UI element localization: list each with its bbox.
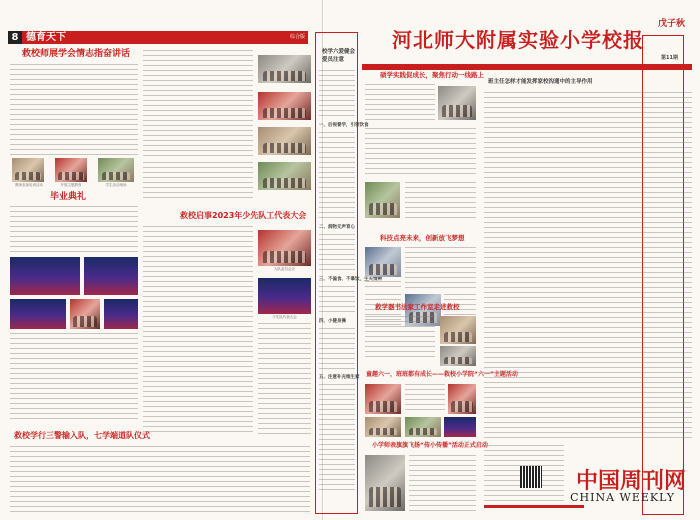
sidebar-subhead: 一、后视督学，引领饮食 xyxy=(319,123,369,128)
photo-award xyxy=(258,92,311,120)
headline-practice: 硕学实践促成长，聚焦行动一线路上 xyxy=(380,71,484,79)
photo-teacher xyxy=(258,127,311,155)
footer-rule xyxy=(484,505,584,508)
photo-childrens-day-2 xyxy=(448,384,476,414)
photo-technology xyxy=(365,247,401,277)
essay-title: 班主任怎样才能发挥家校沟通中的主导作用 xyxy=(488,79,593,85)
photo-calligraphy-class xyxy=(440,346,476,366)
photo-training xyxy=(12,158,44,182)
photo-meeting xyxy=(258,55,311,83)
article-body xyxy=(10,333,138,423)
photo-graduation-students xyxy=(70,299,100,329)
photo-calligraphy xyxy=(440,316,476,344)
photo-launch xyxy=(365,455,405,511)
masthead-title: 河北师大附属实验小学校报 xyxy=(392,28,644,52)
article-body xyxy=(10,206,138,254)
sidebar-body xyxy=(319,70,355,120)
sidebar-body xyxy=(319,328,355,372)
article-body xyxy=(405,182,476,218)
photo-caption: 开展主题教育 xyxy=(60,183,82,187)
article-body xyxy=(143,50,253,160)
photo-caption: 学生活动现场 xyxy=(105,183,127,187)
photo-practice-group xyxy=(365,182,400,218)
sidebar-body xyxy=(319,286,355,316)
headline-calligraphy: 救学器书法家工作室走进救校 xyxy=(375,303,460,311)
headline-principal-speech: 救校师展学会情志指奋讲话 xyxy=(22,49,131,59)
article-body xyxy=(258,323,311,438)
left-page xyxy=(0,0,323,520)
essay-body xyxy=(484,92,692,442)
article-body xyxy=(405,247,476,291)
photo-congress-stage xyxy=(258,230,311,266)
photo-graduation-ceremony xyxy=(104,299,138,329)
photo-childrens-day-4 xyxy=(405,417,441,437)
photo-graduation-stage xyxy=(10,257,80,295)
article-body xyxy=(365,128,476,178)
photo-childrens-day-1 xyxy=(365,384,401,414)
masthead-rule xyxy=(362,64,692,70)
headline-graduation: 毕业典礼 xyxy=(50,192,87,202)
photo-congress-hall xyxy=(258,278,311,314)
photo-childrens-day-5 xyxy=(444,417,476,437)
watermark-brand-en: CHINA WEEKLY xyxy=(570,491,675,504)
photo-caption: 少先队代表大会 xyxy=(272,315,297,319)
sidebar-subhead: 二、润物无声育心 xyxy=(319,225,355,230)
photo-team xyxy=(258,162,311,190)
sidebar-body xyxy=(319,234,355,274)
article-body xyxy=(365,281,401,291)
section-title: 德育天下 xyxy=(26,32,66,43)
article-body xyxy=(10,64,138,156)
watermark-brand: 中国周刊网 xyxy=(575,469,686,494)
sidebar-title: 校学六爱健会 爱员注意 xyxy=(322,49,356,63)
headline-launch: 小学师表旗旗飞扬“传小传播”活动正式启动 xyxy=(372,442,488,449)
headline-childrens-day: 童趣六一，班班都有成长——救校小学院“六一”主题活动 xyxy=(366,371,518,378)
photo-education xyxy=(55,158,87,182)
photo-graduation-performance xyxy=(84,257,138,295)
photo-graduation-hall xyxy=(10,299,66,329)
qr-code xyxy=(520,466,542,488)
page-number: 8 xyxy=(8,31,22,44)
photo-caption: 大队委员会议 xyxy=(274,267,295,271)
photo-activity xyxy=(98,158,134,182)
sidebar-subhead: 三、不偏食、不暴饮，生关情辨 xyxy=(319,277,382,282)
article-body xyxy=(405,384,445,414)
sidebar-body xyxy=(319,132,355,222)
article-body xyxy=(365,316,435,360)
edition-label: 综合版 xyxy=(289,34,305,40)
article-body xyxy=(10,446,310,512)
headline-pioneer-congress: 救校启事2023年少先队工代表大会 xyxy=(180,211,307,220)
article-body xyxy=(409,455,476,511)
article-body xyxy=(143,162,253,200)
photo-practice xyxy=(438,86,476,120)
sidebar-subhead: 四、小健身操 xyxy=(319,319,346,324)
headline-technology: 科技点亮未来，创新放飞梦想 xyxy=(380,234,465,242)
photo-childrens-day-3 xyxy=(365,417,401,437)
masthead-signature: 戊子秋 xyxy=(658,19,686,29)
headline-flag-ceremony: 救校学行三警输入队，七学端道队仪式 xyxy=(14,431,150,440)
issue-label: 第11期 xyxy=(661,55,678,61)
sidebar-subhead: 五、注意补充维生素 xyxy=(319,375,360,380)
article-body xyxy=(365,84,435,124)
sidebar-body xyxy=(319,384,355,494)
photo-caption: 教师参加培训活动 xyxy=(15,183,43,187)
article-body xyxy=(143,226,253,436)
